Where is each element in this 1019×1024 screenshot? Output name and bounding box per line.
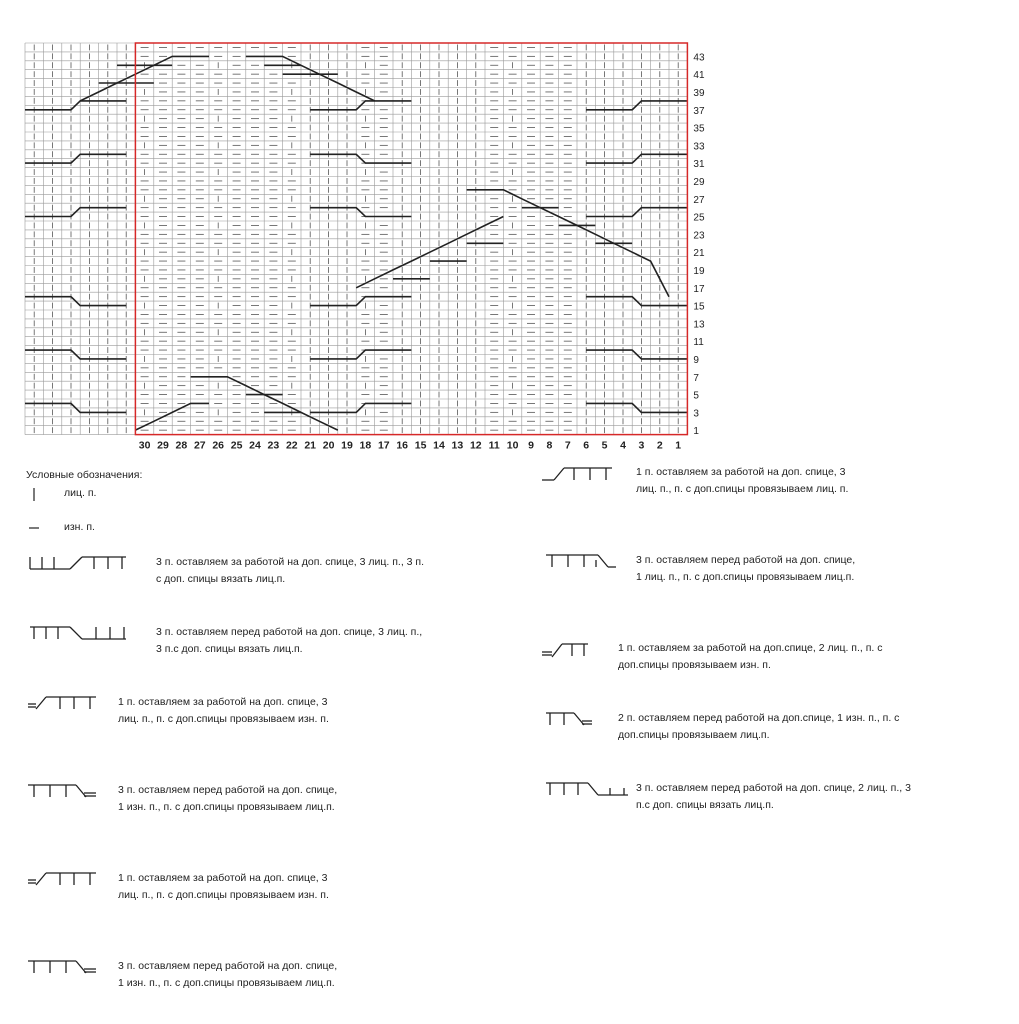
cable-3-3-back-icon [26, 554, 136, 576]
row-label: 23 [693, 230, 705, 242]
stitch-label: 19 [341, 439, 353, 452]
legend-text: 2 п. оставляем перед работой на доп.спице, 1 изн. п., п. с доп.спицы провязываем лиц.п. [618, 712, 900, 741]
legend-knit [26, 486, 226, 504]
stitch-label: 2 [656, 439, 663, 452]
legend-knit-label: лиц. п. [64, 487, 97, 499]
stitch-label: 6 [583, 439, 590, 452]
legend-text: 3 п. оставляем перед работой на доп. спице, 2 лиц. п., 3 п.с доп. спицы вязать лиц.п. [636, 782, 911, 811]
legend-text: 3 п. оставляем за работой на доп. спице, 3 лиц. п., 3 п. с доп. спицы вязать лиц.п. [156, 556, 425, 585]
stitch-label: 27 [193, 439, 206, 452]
cable-3-2-front-icon [544, 780, 634, 802]
cross-1p-2k-back-icon [540, 640, 620, 662]
row-label: 11 [693, 337, 704, 349]
cross-3k-1k-front-icon [544, 552, 634, 574]
cross-1p-3k-back-icon [26, 694, 116, 716]
legend-item-cross-2k-1p-front [544, 710, 1014, 746]
legend-text: 1 п. оставляем за работой на доп.спице, 2 лиц. п., п. с доп.спицы провязываем изн. п. [618, 642, 883, 671]
stitch-label: 20 [322, 439, 335, 452]
purl-symbol-icon [26, 520, 46, 538]
stitch-label: 30 [138, 439, 151, 452]
row-label: 15 [693, 301, 705, 313]
legend-item-cross-1p-3k-back [26, 694, 506, 730]
stitch-label: 4 [620, 439, 626, 452]
legend-item-cross-1k-3k-back [540, 464, 1010, 500]
legend-purl [26, 520, 226, 538]
row-label: 35 [693, 123, 705, 135]
legend-item-cross-1p-2k-back [540, 640, 1010, 676]
cross-3k-1p-front-icon [26, 958, 116, 980]
legend-item-cable-3-3-back [26, 554, 506, 590]
legend-text: 1 п. оставляем за работой на доп. спице, 3 лиц. п., п. с доп.спицы провязываем изн. п. [118, 872, 329, 901]
legend-item-cross-3k-1p-front [26, 782, 506, 818]
row-label: 21 [693, 248, 705, 260]
stitch-label: 3 [638, 439, 645, 452]
cable-3-3-front-icon [26, 624, 136, 646]
cross-1k-3k-back-icon [540, 464, 630, 486]
stitch-label: 10 [506, 439, 519, 452]
legend-text: 3 п. оставляем перед работой на доп. спице, 1 лиц. п., п. с доп.спицы провязываем лиц.п. [636, 554, 856, 583]
stitch-label: 15 [414, 439, 427, 452]
row-label: 29 [693, 176, 705, 188]
stitch-label: 14 [433, 439, 445, 452]
stitch-label: 17 [377, 439, 390, 452]
row-label: 33 [693, 141, 705, 153]
row-label: 37 [693, 105, 705, 117]
stitch-label: 13 [451, 439, 464, 452]
legend-text: 1 п. оставляем за работой на доп. спице, 3 лиц. п., п. с доп.спицы провязываем изн. п. [118, 696, 329, 725]
stitch-label: 29 [157, 439, 169, 452]
cross-3k-1p-front-icon [26, 782, 116, 804]
row-label: 9 [693, 354, 699, 366]
legend-text: 1 п. оставляем за работой на доп. спице, 3 лиц. п., п. с доп.спицы провязываем лиц. п. [636, 466, 849, 495]
stitch-label: 12 [469, 439, 482, 452]
stitch-label: 25 [230, 439, 243, 452]
stitch-label: 5 [601, 439, 608, 452]
stitch-label: 28 [175, 439, 188, 452]
row-label: 25 [693, 212, 705, 224]
stitch-label: 26 [212, 439, 225, 452]
row-label: 27 [693, 194, 705, 206]
row-label: 31 [693, 159, 705, 171]
row-label: 41 [693, 70, 705, 82]
legend-item-cross-1p-3k-back-2 [26, 870, 506, 906]
legend-text: 3 п. оставляем перед работой на доп. спице, 1 изн. п., п. с доп.спицы провязываем лиц.п. [118, 784, 338, 813]
row-label: 17 [693, 283, 705, 295]
stitch-label: 18 [359, 439, 372, 452]
stitch-label: 8 [546, 439, 553, 452]
stitch-label: 9 [528, 439, 534, 452]
row-label: 5 [693, 390, 699, 402]
knit-symbol-icon [26, 486, 46, 504]
row-label: 43 [693, 52, 705, 64]
stitch-label: 22 [285, 439, 298, 452]
stitch-label: 21 [304, 439, 317, 452]
legend-item-cable-3-2-front [544, 780, 1014, 816]
row-label: 39 [693, 87, 705, 99]
legend-title: Условные обозначения: [26, 469, 143, 481]
legend-item-cross-3k-1p-front-2 [26, 958, 506, 994]
legend-item-cross-3k-1k-front [544, 552, 1014, 588]
row-label: 3 [693, 408, 699, 420]
stitch-label: 7 [564, 439, 571, 452]
row-label: 1 [693, 426, 699, 438]
stitch-label: 11 [488, 439, 500, 452]
cross-1p-3k-back-icon [26, 870, 116, 892]
legend-text: 3 п. оставляем перед работой на доп. спице, 1 изн. п., п. с доп.спицы провязываем лиц.п. [118, 960, 338, 989]
stitch-label: 16 [396, 439, 409, 452]
stitch-label: 23 [267, 439, 280, 452]
legend-purl-label: изн. п. [64, 521, 95, 533]
row-label: 19 [693, 265, 705, 277]
stitch-label: 1 [675, 439, 682, 452]
cross-2k-1p-front-icon [544, 710, 624, 732]
row-label: 7 [693, 372, 699, 384]
row-label: 13 [693, 319, 705, 331]
stitch-label: 24 [249, 439, 261, 452]
legend-text: 3 п. оставляем перед работой на доп. спице, 3 лиц. п., 3 п.с доп. спицы вязать лиц.п. [156, 626, 423, 655]
legend-item-cable-3-3-front [26, 624, 506, 660]
